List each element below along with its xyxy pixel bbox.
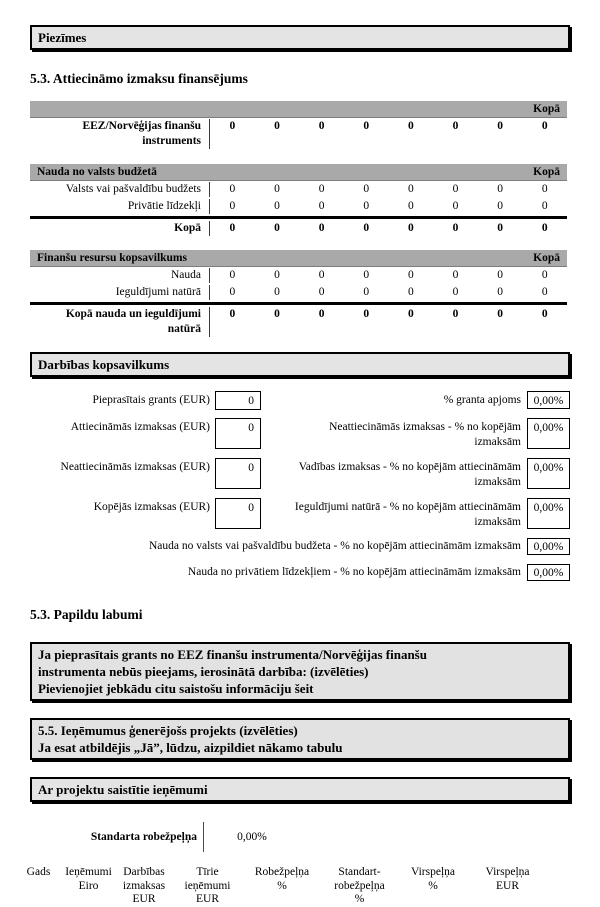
financing-table-resources-summary — [30, 250, 567, 338]
table-cell: 0 — [541, 183, 548, 195]
column-header-line: Standart- — [338, 866, 381, 878]
table-cell: 0 — [541, 200, 548, 212]
table-cell: 0 — [541, 286, 548, 298]
column-header-line: EUR — [496, 879, 519, 892]
notice-line: Ja pieprasītais grants no EEZ finanšu instrumenta/Norvēģijas finanšu — [38, 647, 427, 662]
row-label: Kopā nauda un ieguldījumi natūrā — [30, 307, 210, 337]
column-header-line: izmaksas — [122, 879, 166, 892]
table-cell: 0 — [229, 269, 236, 281]
table-cell: 0 — [274, 120, 280, 132]
table-cell: 0 — [229, 200, 236, 212]
table-cell: 0 — [452, 183, 459, 195]
table-cell: 0 — [452, 286, 459, 298]
field-label: Neattiecināmās izmaksas - % no kopējām izmaksām — [329, 421, 521, 448]
activity-summary-title: Darbības kopsavilkums — [38, 357, 170, 372]
standard-margin-row — [30, 822, 600, 852]
table-header-label: Nauda no valsts budžetā — [37, 166, 157, 178]
table-cell: 0 — [363, 286, 370, 298]
column-header-line: % — [428, 879, 438, 892]
column-header-line: Virspeļņa — [485, 866, 530, 878]
table-cell: 0 — [452, 308, 459, 320]
table-cell: 0 — [274, 222, 280, 234]
table-cell: 0 — [407, 286, 414, 298]
table-cell: 0 — [541, 120, 548, 132]
column-header-line: EUR — [132, 893, 156, 905]
revenue-table-column-headers — [15, 866, 600, 907]
column-header-line: Gads — [26, 866, 51, 878]
financing-table-eez — [30, 101, 567, 150]
column-header-ienemumi-eiro — [62, 866, 115, 907]
table-cell: 0 — [497, 269, 503, 281]
field-label: Neattiecināmās izmaksas (EUR) — [60, 461, 210, 473]
column-header-virspelna-pct — [397, 866, 469, 907]
standard-margin-value[interactable]: 0,00% — [237, 831, 267, 843]
field-label: Ieguldījumi natūrā - % no kopējām attiecināmām izmaksām — [294, 501, 521, 528]
column-header-line: robežpeļņa — [334, 879, 385, 892]
table-cell: 0 — [318, 308, 325, 320]
column-header-darbibas-izmaksas — [115, 866, 173, 907]
column-header-virspelna-eur — [469, 866, 546, 907]
column-header-line: % — [277, 879, 287, 892]
table-header-bar — [30, 250, 567, 267]
table-cell: 0 — [363, 120, 370, 132]
project-revenue-header — [30, 777, 570, 802]
activity-summary-header — [30, 352, 570, 377]
table-header-bar — [30, 101, 567, 118]
table-cell: 0 — [318, 269, 325, 281]
table-cell: 0 — [363, 222, 370, 234]
notice-line: Ja esat atbildējis „Jā”, lūdzu, aizpildiet nākamo tabulu — [38, 740, 343, 755]
column-header-line: ieņēmumi — [184, 879, 231, 892]
column-header-line: Virspeļņa — [410, 866, 456, 878]
table-cell: 0 — [363, 269, 370, 281]
table-cell: 0 — [452, 269, 459, 281]
table-cell: 0 — [229, 286, 236, 298]
summary-row — [30, 391, 570, 410]
table-cell: 0 — [274, 286, 280, 298]
table-cell: 0 — [229, 183, 236, 195]
field-label: Vadības izmaksas - % no kopējām attiecināmām izmaksām — [298, 461, 521, 488]
notes-title: Piezīmes — [38, 30, 87, 45]
column-header-standart-robezpelna — [322, 866, 397, 907]
row-label: Ieguldījumi natūrā — [30, 285, 210, 300]
table-total-row — [30, 302, 567, 338]
table-cell: 0 — [274, 183, 280, 195]
table-row — [30, 118, 567, 150]
table-cell: 0 — [274, 269, 280, 281]
grant-amount-field[interactable]: 0 — [215, 391, 261, 410]
table-cell: 0 — [274, 200, 280, 212]
table-cell: 0 — [318, 183, 325, 195]
summary-row — [30, 418, 570, 450]
column-header-line: % — [354, 893, 365, 905]
table-cell: 0 — [318, 120, 325, 132]
table-cell: 0 — [318, 222, 325, 234]
table-header-label: Finanšu resursu kopsavilkums — [37, 252, 187, 264]
table-row — [30, 267, 567, 284]
summary-row — [30, 498, 570, 530]
project-revenue-title: Ar projektu saistītie ieņēmumi — [38, 782, 208, 797]
table-cell: 0 — [541, 269, 548, 281]
field-label: Pieprasītais grants (EUR) — [92, 394, 210, 406]
table-cell: 0 — [407, 183, 414, 195]
kopa-column-header: Kopā — [533, 103, 560, 115]
summary-full-row — [30, 538, 570, 555]
financing-section-title: 5.3. Attiecināmo izmaksu finansējums — [30, 71, 248, 86]
table-cell: 0 — [229, 308, 236, 320]
table-cell: 0 — [363, 200, 370, 212]
row-label: Valsts vai pašvaldību budžets — [30, 182, 210, 197]
row-label: Nauda — [30, 268, 210, 283]
kopa-column-header: Kopā — [533, 166, 560, 178]
notice-line: instrumenta nebūs pieejams, ierosinātā darbība: (izvēlēties) — [38, 664, 369, 679]
field-label: Attiecināmās izmaksas (EUR) — [70, 421, 210, 433]
extra-benefits-title: 5.3. Papildu labumi — [30, 607, 143, 622]
column-header-line: Tīrie — [196, 866, 219, 878]
financing-table-state-budget — [30, 164, 567, 237]
field-label: Nauda no privātiem līdzekļiem - % no kopējām attiecināmām izmaksām — [187, 566, 521, 578]
grant-percent-field[interactable]: 0,00% — [527, 391, 570, 409]
ineligible-percent-field[interactable]: 0,00% — [527, 418, 570, 449]
table-cell: 0 — [274, 308, 280, 320]
table-total-row — [30, 216, 567, 237]
summary-full-row — [30, 564, 570, 581]
column-header-line: Eiro — [78, 879, 99, 892]
table-cell: 0 — [541, 308, 548, 320]
total-costs-field[interactable]: 0 — [215, 498, 261, 529]
table-cell: 0 — [497, 308, 503, 320]
table-cell: 0 — [407, 222, 414, 234]
row-label: EEZ/Norvēģijas finanšu instruments — [30, 119, 210, 149]
notice-line: Pievienojiet jebkādu citu saistošu informāciju šeit — [38, 681, 314, 696]
revenue-generating-project-box[interactable] — [30, 718, 570, 760]
table-cell: 0 — [497, 183, 503, 195]
activity-summary-form — [30, 391, 570, 581]
table-cell: 0 — [229, 222, 236, 234]
table-cell: 0 — [541, 222, 548, 234]
table-row — [30, 198, 567, 215]
kopa-column-header: Kopā — [533, 252, 560, 264]
table-cell: 0 — [497, 120, 503, 132]
form-page — [0, 25, 600, 905]
field-label: % granta apjoms — [443, 394, 521, 406]
grant-unavailable-notice-box[interactable] — [30, 642, 570, 701]
row-label: Privātie līdzekļi — [30, 199, 210, 214]
table-cell: 0 — [318, 286, 325, 298]
state-budget-percent-field[interactable]: 0,00% — [527, 538, 570, 555]
inkind-percent-field[interactable]: 0,00% — [527, 498, 570, 529]
private-funds-percent-field[interactable]: 0,00% — [527, 564, 570, 581]
ineligible-costs-field[interactable]: 0 — [215, 458, 261, 489]
column-header-line: EUR — [196, 893, 219, 905]
summary-row — [30, 458, 570, 490]
column-header-line: Darbības — [123, 866, 165, 878]
table-cell: 0 — [407, 120, 414, 132]
table-cell: 0 — [452, 120, 459, 132]
standard-margin-label: Standarta robežpeļņa — [90, 831, 197, 843]
table-cell: 0 — [407, 269, 414, 281]
column-header-tirie-ienemumi — [173, 866, 242, 907]
table-cell: 0 — [229, 120, 236, 132]
notice-line: 5.5. Ieņēmumus ģenerējošs projekts (izvēlēties) — [38, 723, 298, 738]
table-cell: 0 — [452, 222, 459, 234]
table-row — [30, 284, 567, 301]
table-cell: 0 — [497, 286, 503, 298]
column-header-line: Robežpeļņa — [254, 866, 310, 878]
table-cell: 0 — [497, 200, 503, 212]
table-cell: 0 — [363, 308, 370, 320]
table-cell: 0 — [407, 200, 414, 212]
row-label: Kopā — [30, 221, 210, 236]
field-label: Kopējās izmaksas (EUR) — [93, 501, 210, 513]
table-cell: 0 — [407, 308, 414, 320]
table-cell: 0 — [363, 183, 370, 195]
table-row — [30, 181, 567, 198]
table-cell: 0 — [318, 200, 325, 212]
eligible-costs-field[interactable]: 0 — [215, 418, 261, 449]
field-label: Nauda no valsts vai pašvaldību budžeta - % no kopējām attiecināmām izmaksām — [148, 540, 521, 552]
table-header-bar — [30, 164, 567, 181]
column-header-line: Ieņēmumi — [65, 866, 112, 878]
column-header-gads — [15, 866, 62, 907]
management-percent-field[interactable]: 0,00% — [527, 458, 570, 489]
table-cell: 0 — [452, 200, 459, 212]
column-header-robezpelna — [242, 866, 322, 907]
notes-section-header — [30, 25, 570, 50]
table-cell: 0 — [497, 222, 503, 234]
